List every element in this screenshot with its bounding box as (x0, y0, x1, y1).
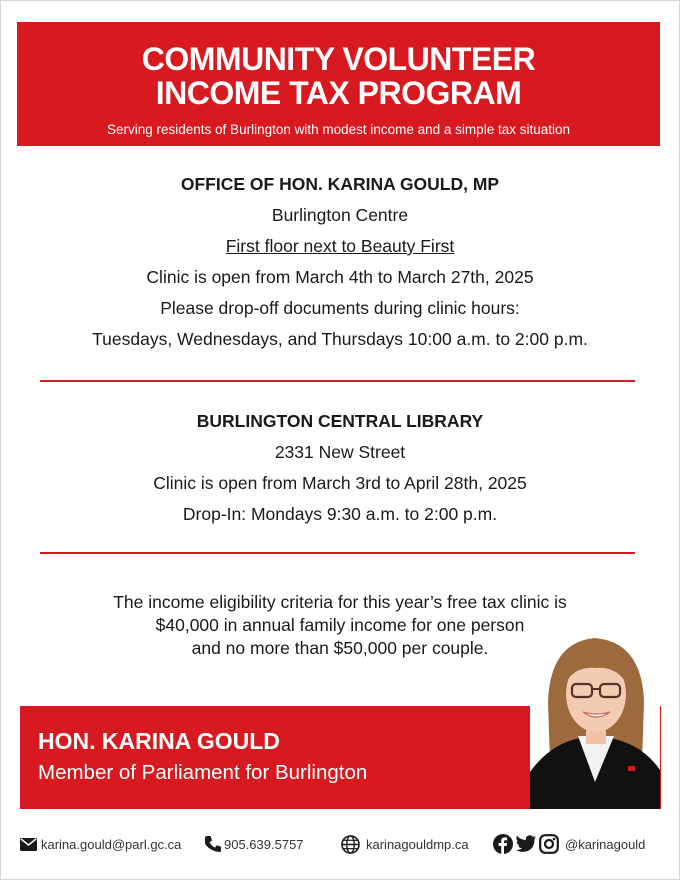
facebook-icon[interactable] (493, 834, 513, 854)
library-dates: Clinic is open from March 3rd to April 28th, 2025 (153, 473, 527, 493)
mp-name: HON. KARINA GOULD (38, 728, 280, 754)
header-banner (17, 22, 660, 146)
library-heading: BURLINGTON CENTRAL LIBRARY (196, 411, 484, 431)
divider-2 (40, 552, 635, 554)
office-section (0, 169, 680, 355)
office-floor: First floor next to Beauty First (225, 236, 455, 256)
title-line-1: COMMUNITY VOLUNTEER (141, 41, 536, 77)
phone-contact[interactable] (204, 832, 304, 856)
mp-role: Member of Parliament for Burlington (38, 761, 368, 784)
title-line-2: INCOME TAX PROGRAM (155, 75, 522, 111)
program-subtitle: Serving residents of Burlington with modest income and a simple tax situation (107, 122, 570, 137)
library-hours: Drop-In: Mondays 9:30 a.m. to 2:00 p.m. (182, 504, 498, 524)
office-heading: OFFICE OF HON. KARINA GOULD, MP (180, 174, 500, 194)
program-title (17, 42, 660, 110)
website-contact[interactable] (341, 832, 469, 856)
criteria-line-2: $40,000 in annual family income for one person (155, 615, 525, 635)
social-contact (493, 832, 645, 856)
twitter-icon[interactable] (515, 835, 537, 853)
divider-1 (40, 380, 635, 382)
contact-footer (0, 832, 680, 856)
criteria-line-3: and no more than $50,000 per couple. (191, 638, 489, 658)
mp-portrait (530, 632, 660, 809)
office-location: Burlington Centre (271, 205, 409, 225)
phone-text[interactable]: 905.639.5757 (224, 836, 304, 852)
email-contact[interactable] (20, 832, 181, 856)
globe-icon (341, 835, 360, 854)
library-address: 2331 New Street (274, 442, 406, 462)
office-dates: Clinic is open from March 4th to March 27th, 2025 (146, 267, 534, 287)
office-hours: Tuesdays, Wednesdays, and Thursdays 10:00 a.m. to 2:00 p.m. (92, 329, 588, 349)
phone-icon (204, 835, 222, 853)
website-text[interactable]: karinagouldmp.ca (366, 836, 469, 852)
library-section (0, 406, 680, 530)
email-text[interactable]: karina.gould@parl.gc.ca (41, 836, 182, 852)
criteria-line-1: The income eligibility criteria for this year’s free tax clinic is (113, 592, 567, 612)
social-handle[interactable]: @karinagould (565, 836, 646, 852)
envelope-icon (20, 838, 37, 851)
office-dropoff: Please drop-off documents during clinic hours: (160, 298, 520, 318)
instagram-icon[interactable] (539, 834, 559, 854)
